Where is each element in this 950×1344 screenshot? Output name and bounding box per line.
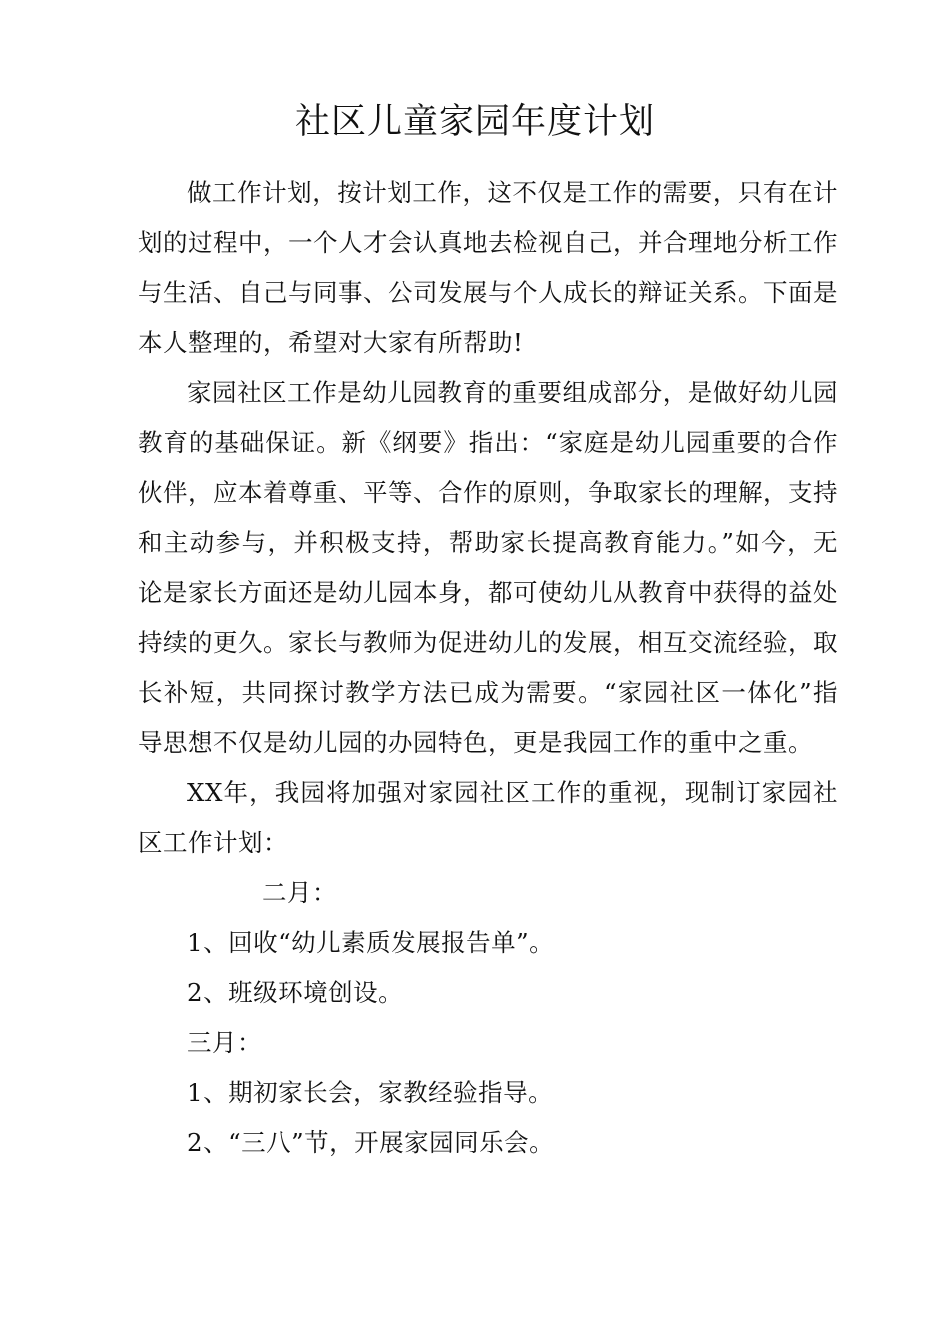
february-heading: 二月：: [262, 878, 337, 907]
february-item-2: 2、班级环境创设。: [187, 978, 404, 1007]
march-heading: 三月：: [187, 1028, 262, 1057]
intro-paragraph: 做工作计划，按计划工作，这不仅是工作的需要，只有在计划的过程中，一个人才会认真地去检视自己，并合理地分析工作与生活、自己与同事、公司发展与个人成长的辩证关系。下面是本人整理的，希望对大家有所帮助!: [138, 178, 838, 357]
document-title: 社区儿童家园年度计划: [294, 102, 655, 142]
plan-intro-paragraph: XX年，我园将加强对家园社区工作的重视，现制订家园社区工作计划：: [138, 778, 838, 857]
march-item-2: 2、“三八”节，开展家园同乐会。: [187, 1128, 555, 1157]
background-paragraph: 家园社区工作是幼儿园教育的重要组成部分，是做好幼儿园教育的基础保证。新《纲要》指出：“家庭是幼儿园重要的合作伙伴，应本着尊重、平等、合作的原则，争取家长的理解，支持和主动参与，并积极支持，帮助家长提高教育能力。”如今，无论是家长方面还是幼儿园本身，都可使幼儿从教育中获得的益处持续的更久。家长与教师为促进幼儿的发展，相互交流经验，取长补短，共同探讨教学方法已成为需要。“家园社区一体化”指导思想不仅是幼儿园的办园特色，更是我园工作的重中之重。: [138, 378, 838, 757]
february-item-1: 1、回收“幼儿素质发展报告单”。: [187, 928, 555, 957]
document-body: [138, 168, 838, 1168]
march-item-1: 1、期初家长会，家教经验指导。: [187, 1078, 554, 1107]
